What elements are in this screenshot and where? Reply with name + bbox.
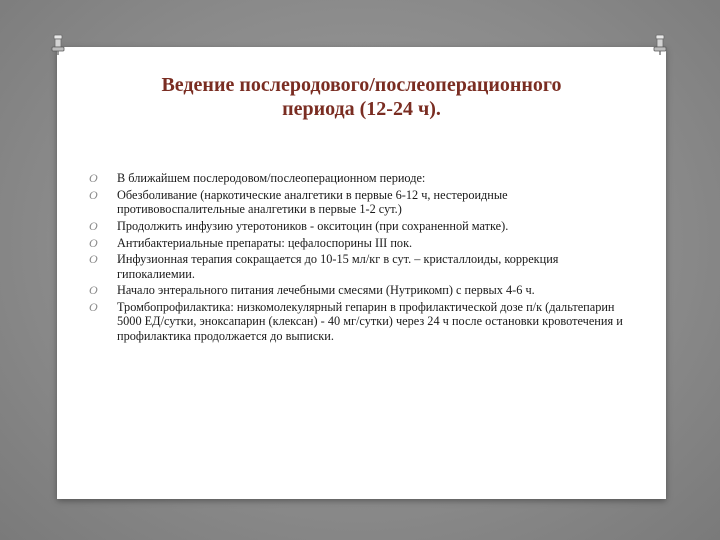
bullet-marker: O	[89, 171, 98, 185]
bullet-marker: O	[89, 283, 98, 298]
list-item-text: Обезболивание (наркотические аналгетики в первые 6-12 ч, нестероидные противовоспалительные аналгетики в первые 1-2 сут.)	[117, 187, 508, 216]
slide-card	[57, 47, 666, 499]
bullet-marker: O	[89, 187, 98, 202]
list-item-text: Антибактериальные препараты: цефалоспорины III пок.	[117, 235, 413, 250]
list-item	[87, 188, 627, 216]
list-item-text: Продолжить инфузию утеротоников - окситоцин (при сохраненной матке).	[117, 218, 509, 233]
bullet-list	[87, 171, 627, 345]
list-item-text: Инфузионная терапия сокращается до 10-15 мл/кг в сут. – кристаллоиды, коррекция гипокалиемии.	[117, 252, 559, 281]
slide-title-line-2: периода (12-24 ч).	[282, 98, 441, 120]
list-item-text: Начало энтерального питания лечебными смесями (Нутрикомп) с первых 4-6 ч.	[117, 283, 535, 298]
bullet-marker: O	[89, 300, 98, 315]
bullet-marker: O	[89, 252, 98, 267]
pushpin-left-icon	[50, 34, 66, 56]
list-item-text: Тромбопрофилактика: низкомолекулярный гепарин в профилактической дозе п/к (дальтепарин 5000 ЕД/сутки, эноксапарин (клексан) - 40 мг/сутки) через 24 ч после остановки кровотечения и профилактика продолжается до выписки.	[117, 300, 623, 343]
list-item	[87, 171, 627, 185]
list-item	[87, 236, 627, 250]
bullet-marker: O	[89, 218, 98, 233]
bullet-marker: O	[89, 235, 98, 250]
list-item	[87, 300, 627, 343]
list-item-text: В ближайшем послеродовом/послеоперационном периоде:	[117, 171, 426, 185]
list-item	[87, 219, 627, 233]
pushpin-right-icon	[652, 34, 668, 56]
list-item	[87, 252, 627, 280]
slide-title-line-1: Ведение послеродового/послеоперационного	[161, 74, 562, 96]
slide-title	[57, 73, 666, 121]
list-item	[87, 283, 627, 297]
